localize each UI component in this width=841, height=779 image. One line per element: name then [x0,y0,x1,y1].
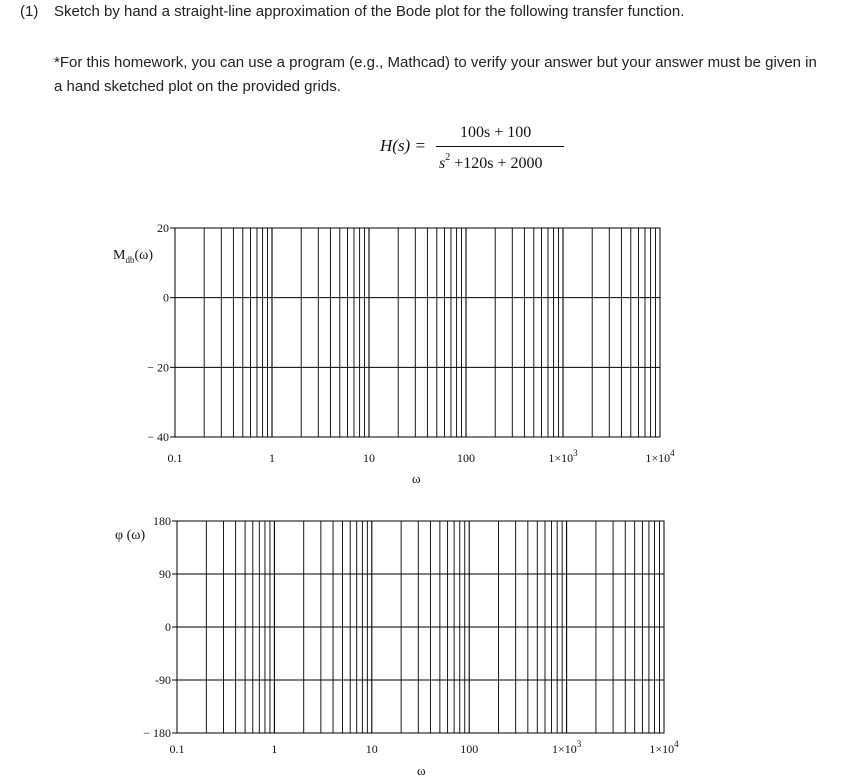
phase-xlabel: ω [417,763,426,778]
magnitude-xtick-label [363,451,375,465]
phase-ylabel: φ (ω) [115,528,146,543]
magnitude-ylabel-arg: (ω) [134,248,153,263]
magnitude-xtick-base: 100 [457,451,475,465]
homework-note: *For this homework, you can use a program (e.g., Mathcad) to verify your answer but your answer must be given in a hand sketched plot on the provided grids. [54,54,817,95]
magnitude-xtick-label [457,451,475,465]
phase-xtick-label [552,739,582,756]
phase-xtick-label [366,742,378,756]
phase-xtick-base: 10 [365,742,378,756]
phase-xtick-base: 1×10 [649,742,675,756]
magnitude-xtick-exp: 3 [573,448,578,458]
magnitude-xtick-base: 1 [269,451,275,465]
phase-xtick-label [271,742,277,756]
magnitude-ylabel-sub: db [125,254,135,265]
magnitude-xtick-base: 10 [363,451,375,465]
phase-xtick-base: 1×10 [551,742,577,756]
equation-lhs: H(s) = [380,136,426,155]
problem-number: (1) [20,3,39,20]
phase-xtick-base: 0.1 [169,742,185,756]
problem-statement: Sketch by hand a straight-line approximation of the Bode plot for the following transfer function. [54,3,685,20]
phase-ytick-label: 180 [153,514,171,528]
phase-xtick-label [170,742,185,756]
magnitude-ytick-label: − 20 [147,360,169,375]
magnitude-xtick-exp: 4 [670,448,675,458]
phase-ytick-label: 0 [165,620,171,634]
magnitude-ylabel-main: M [113,248,126,263]
magnitude-ytick-label: 20 [157,221,169,235]
denominator-s: s [439,155,446,172]
phase-xtick-label [649,739,679,756]
phase-ytick-label: 90 [159,567,171,581]
magnitude-xtick-base: 1×10 [548,451,574,465]
equation-numerator: 100s + 100 [460,124,532,141]
magnitude-xtick-base: 0.1 [167,451,183,465]
magnitude-frame [175,228,660,437]
phase-ytick-label: -90 [155,673,171,687]
magnitude-ytick-label: − 40 [147,430,169,444]
phase-xtick-label [460,742,478,756]
magnitude-xtick-label [645,448,675,465]
magnitude-xtick-label [269,451,275,465]
magnitude-xlabel: ω [412,471,421,486]
magnitude-ytick-label: 0 [163,290,169,305]
magnitude-xtick-base: 1×10 [645,451,671,465]
phase-xtick-exp: 3 [576,739,582,749]
denominator-rest: +120s + 2000 [450,155,543,172]
magnitude-xtick-label [548,448,578,465]
phase-xtick-base: 100 [460,742,479,756]
phase-xtick-base: 1 [271,742,278,756]
phase-ytick-label: − 180 [143,726,171,740]
denominator-exponent: 2 [445,152,451,163]
phase-xtick-exp: 4 [674,739,679,749]
magnitude-xtick-label [168,451,183,465]
